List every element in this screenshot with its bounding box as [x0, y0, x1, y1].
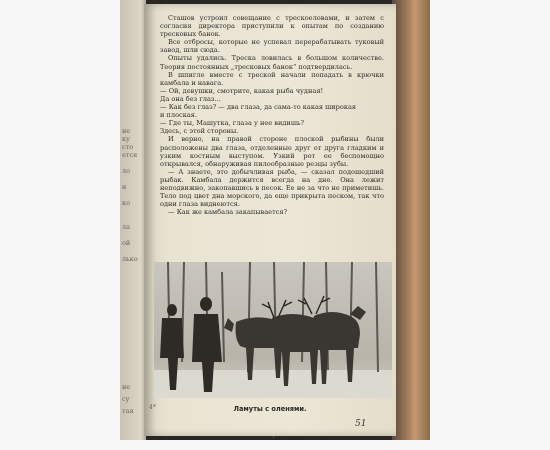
book-spine: [392, 0, 430, 440]
dialogue-line: Здесь, с этой стороны.: [160, 127, 239, 136]
left-fragment: су: [122, 395, 130, 403]
reindeer-photo: [154, 262, 392, 398]
photo-caption: Ламуты с оленями.: [233, 405, 307, 413]
paragraph: В шпигле вместе с треской начали попадать в крючки камбала и навага.: [160, 70, 384, 87]
paragraph: Все отбросы, которые не успевал перерабатывать туковый завод, шли сюда.: [160, 38, 384, 55]
bottom-mark: •: [272, 435, 275, 441]
left-fragment: ой: [122, 239, 131, 247]
reindeer-illustration: [154, 262, 392, 398]
paragraph: Опыты удались. Треска ловилась в большом количестве. Теория постоянных „тресковых банок“ подтвердилась.: [160, 54, 384, 71]
left-fragment: лько: [122, 255, 138, 263]
left-page-edge: [120, 0, 146, 440]
left-fragment: ется: [122, 151, 138, 159]
left-fragment: ла: [122, 223, 131, 231]
paragraph: — А знаете, это добычливая рыба, — сказал подошедший рыбак. Камбала держится всегда на дне. Она лежит неподвижно, закопавшись в песок. Ее не за что не приметишь. Тело под цвет дна морского, да еще прикрыта песком, так что одни глаза виднеются.: [160, 167, 384, 209]
left-fragment: ку: [122, 135, 130, 143]
paragraph: Сташов устроил совещание с трескоеловами, и затем с согласия директора приступили к опытам по созданию тресковых банок.: [160, 14, 384, 39]
left-fragment: ко: [122, 199, 130, 207]
signature-mark: 4*: [149, 404, 156, 411]
right-page: [144, 4, 396, 441]
paragraph: — Как же камбала закапывается?: [168, 208, 288, 217]
left-fragment: сто: [122, 143, 134, 151]
dialogue-line: — Ой, девушки, смотрите, какая рыба чудная!: [160, 86, 324, 95]
left-fragment: не: [122, 383, 131, 391]
dialogue-line: — Как без глаз? — два глаза, да сама-то какая широкая: [160, 103, 357, 112]
paragraph: И верно, на правой стороне плоской рыбины были расположены два глаза, отделенные друг от друга гладким и узким костным выступом. Узкий рот ее беспомощно открывался, обнаруживая пилообразные резцы зубы.: [160, 135, 384, 168]
page-text: [160, 14, 384, 216]
left-fragment: и: [122, 183, 127, 191]
photo-snow: [154, 370, 392, 398]
left-fragment: тая: [122, 407, 134, 415]
left-fragment: ло: [122, 167, 131, 175]
dialogue-line: — Где ты, Машутка, глаза у нее видишь?: [160, 119, 305, 128]
dialogue-line: и плоская.: [160, 111, 198, 120]
page-number: 51: [355, 419, 367, 429]
left-fragment: не: [122, 127, 131, 135]
dialogue-line: Да она без глаз...: [160, 94, 221, 103]
